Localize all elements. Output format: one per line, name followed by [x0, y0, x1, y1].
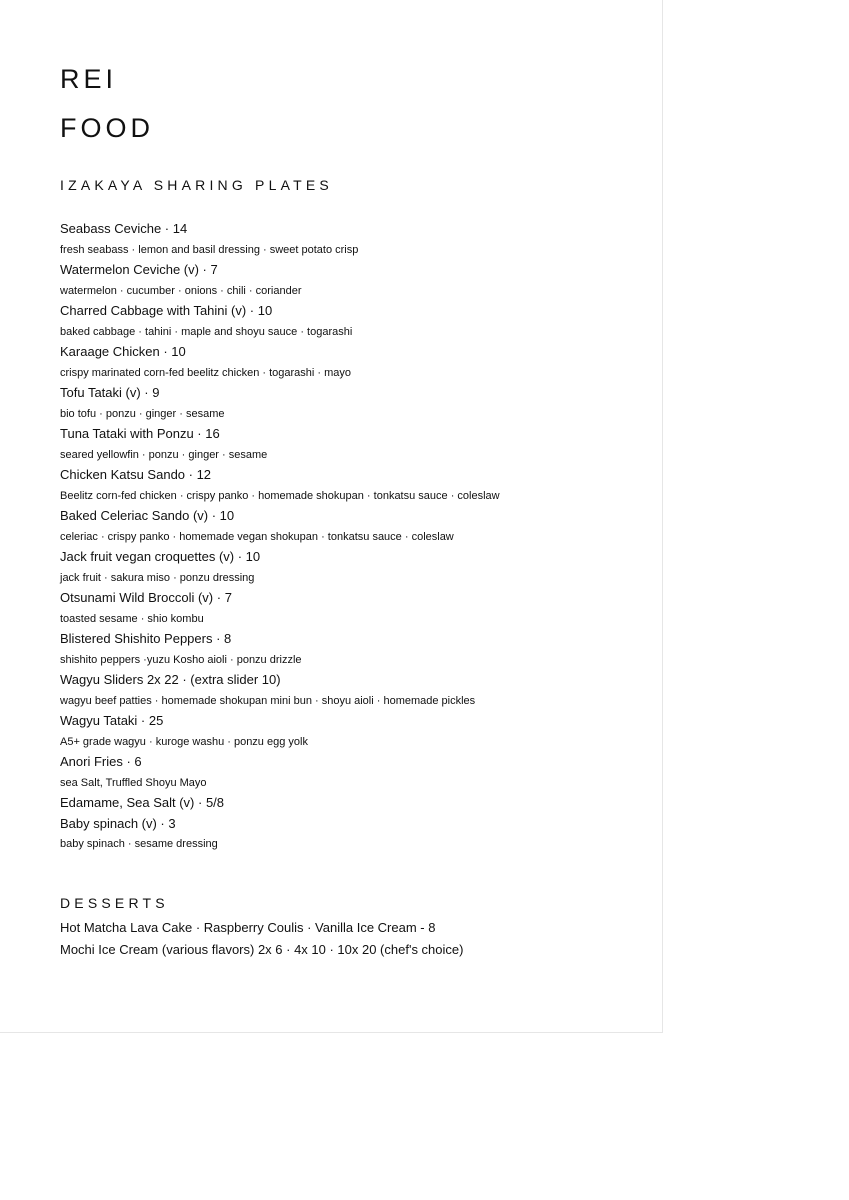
menu-item: [60, 629, 650, 670]
menu-item: [60, 793, 650, 814]
dessert-item: Hot Matcha Lava Cake · Raspberry Coulis · Vanilla Ice Cream - 8: [60, 920, 436, 935]
menu-item-name: Otsunami Wild Broccoli (v) · 7: [60, 590, 232, 605]
menu-item-name: Baby spinach (v) · 3: [60, 815, 176, 831]
menu-item: [60, 670, 650, 711]
sharing-plates-list: [60, 219, 650, 855]
menu-item-description: bio tofu · ponzu · ginger · sesame: [60, 407, 225, 420]
section-heading-sharing-plates: IZAKAYA SHARING PLATES: [60, 177, 333, 193]
menu-item-description: shishito peppers ·yuzu Kosho aioli · ponzu drizzle: [60, 653, 302, 666]
menu-item-name: Baked Celeriac Sando (v) · 10: [60, 508, 235, 523]
menu-item: [60, 506, 650, 547]
menu-item-description: watermelon · cucumber · onions · chili · coriander: [60, 284, 302, 297]
menu-title: FOOD: [60, 113, 154, 143]
menu-item: [60, 814, 650, 855]
menu-item-description: Beelitz corn-fed chicken · crispy panko · homemade shokupan · tonkatsu sauce · coleslaw: [60, 489, 500, 502]
menu-item: [60, 301, 650, 342]
menu-item-description: fresh seabass · lemon and basil dressing · sweet potato crisp: [60, 243, 359, 256]
menu-item: [60, 588, 650, 629]
menu-item-name: Blistered Shishito Peppers · 8: [60, 631, 232, 646]
menu-item: [60, 465, 650, 506]
menu-item-description: jack fruit · sakura miso · ponzu dressing: [60, 571, 255, 584]
menu-item-description: sea Salt, Truffled Shoyu Mayo: [60, 776, 207, 789]
menu-item: [60, 424, 650, 465]
menu-item-description: seared yellowfin · ponzu · ginger · sesame: [60, 448, 268, 461]
menu-item-description: toasted sesame · shio kombu: [60, 612, 204, 625]
menu-item-name: Anori Fries · 6: [60, 754, 142, 769]
menu-item: [60, 219, 650, 260]
menu-item-name: Edamame, Sea Salt (v) · 5/8: [60, 795, 225, 810]
menu-item-name: Karaage Chicken · 10: [60, 344, 186, 359]
menu-item-name: Charred Cabbage with Tahini (v) · 10: [60, 303, 273, 318]
menu-item-name: Tuna Tataki with Ponzu · 16: [60, 426, 220, 441]
menu-item-name: Wagyu Tataki · 25: [60, 713, 164, 728]
menu-item: [60, 260, 650, 301]
menu-item-name: Tofu Tataki (v) · 9: [60, 385, 160, 400]
menu-item-name: Watermelon Ceviche (v) · 7: [60, 262, 218, 277]
menu-item: [60, 383, 650, 424]
menu-item-description: crispy marinated corn-fed beelitz chicken · togarashi · mayo: [60, 366, 352, 379]
menu-item: [60, 711, 650, 752]
menu-item-description: baked cabbage · tahini · maple and shoyu sauce · togarashi: [60, 325, 353, 338]
dessert-item: Mochi Ice Cream (various flavors) 2x 6 · 4x 10 · 10x 20 (chef's choice): [60, 941, 464, 957]
menu-item-description: celeriac · crispy panko · homemade vegan shokupan · tonkatsu sauce · coleslaw: [60, 530, 454, 543]
menu-item-description: baby spinach · sesame dressing: [60, 838, 218, 850]
menu-item-name: Wagyu Sliders 2x 22 · (extra slider 10): [60, 672, 281, 687]
menu-item-name: Jack fruit vegan croquettes (v) · 10: [60, 549, 261, 564]
menu-item: [60, 752, 650, 793]
menu-item: [60, 342, 650, 383]
menu-item-name: Seabass Ceviche · 14: [60, 221, 188, 236]
desserts-list: [60, 917, 650, 960]
menu-item-description: wagyu beef patties · homemade shokupan mini bun · shoyu aioli · homemade pickles: [60, 694, 476, 707]
menu-item-description: A5+ grade wagyu · kuroge washu · ponzu egg yolk: [60, 735, 308, 748]
section-heading-desserts: DESSERTS: [60, 895, 169, 911]
menu-item: [60, 547, 650, 588]
menu-item-name: Chicken Katsu Sando · 12: [60, 467, 212, 482]
restaurant-name: REI: [60, 64, 118, 94]
